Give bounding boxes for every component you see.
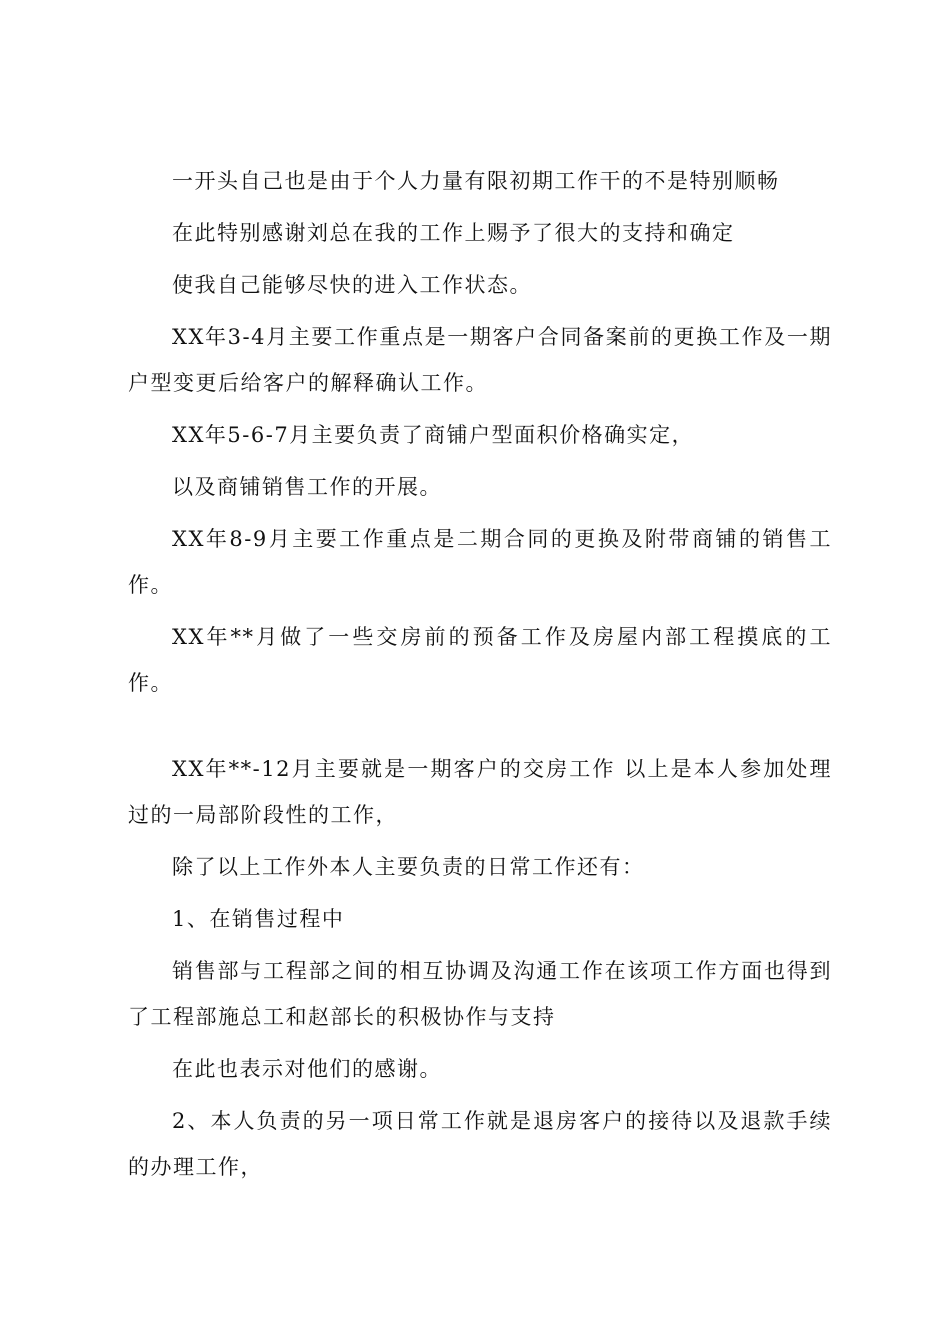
paragraph-12: 销售部与工程部之间的相互协调及沟通工作在该项工作方面也得到了工程部施总工和赵部长的积极协作与支持: [128, 959, 832, 1029]
paragraph-10: 除了以上工作外本人主要负责的日常工作还有：: [172, 855, 645, 879]
paragraph-7: XX年8-9月主要工作重点是二期合同的更换及附带商铺的销售工作。: [128, 527, 832, 597]
paragraph-5: XX年5-6-7月主要负责了商铺户型面积价格确实定，: [172, 423, 695, 447]
paragraph-11: 1、在销售过程中: [172, 907, 345, 931]
paragraph-8: XX年**月做了一些交房前的预备工作及房屋内部工程摸底的工作。: [128, 625, 832, 695]
document-body: [128, 158, 832, 1196]
paragraph-2: 在此特别感谢刘总在我的工作上赐予了很大的支持和确定: [172, 221, 735, 245]
paragraph-14: 2、本人负责的另一项日常工作就是退房客户的接待以及退款手续的办理工作，: [128, 1109, 832, 1179]
paragraph-3: 使我自己能够尽快的进入工作状态。: [172, 273, 532, 297]
paragraph-6: 以及商铺销售工作的开展。: [172, 475, 442, 499]
paragraph-9: XX年**-12月主要就是一期客户的交房工作 以上是本人参加处理过的一局部阶段性的工作，: [128, 757, 832, 827]
paragraph-13: 在此也表示对他们的感谢。: [172, 1057, 442, 1081]
paragraph-1: 一开头自己也是由于个人力量有限初期工作干的不是特别顺畅: [172, 169, 780, 193]
paragraph-4: XX年3-4月主要工作重点是一期客户合同备案前的更换工作及一期户型变更后给客户的解释确认工作。: [128, 325, 832, 395]
